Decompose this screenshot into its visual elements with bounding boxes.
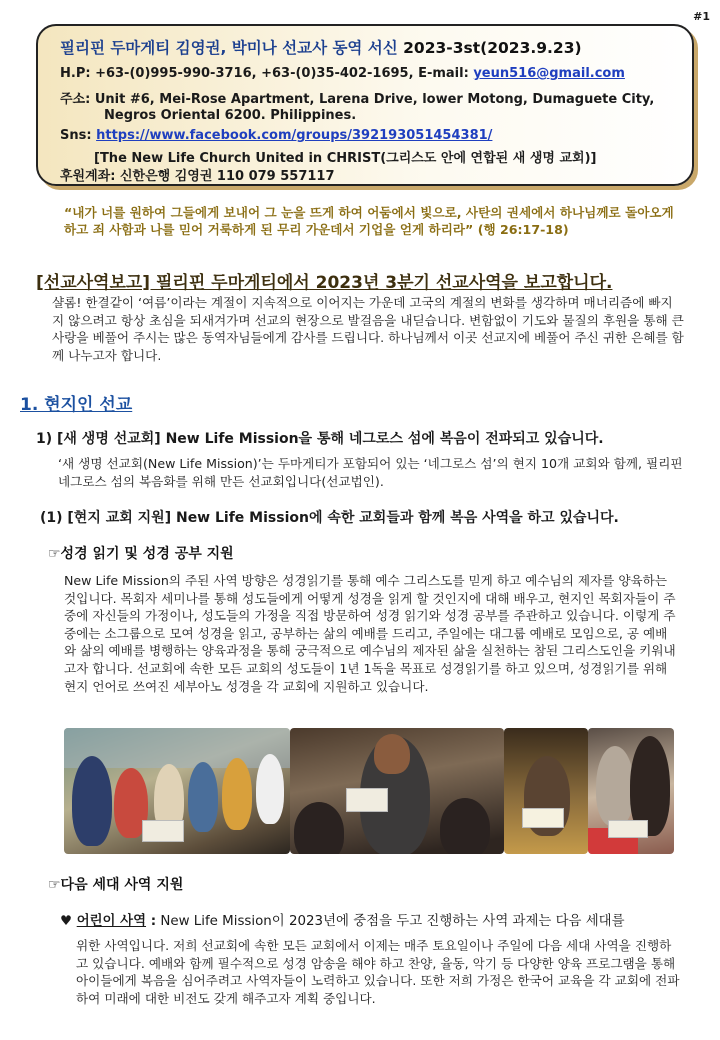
title-text: 필리핀 두마게티 김영권, 박미나 선교사 동역 서신 [60,39,398,57]
next-generation-heading: ☞다음 세대 사역 지원 [48,877,184,893]
email-link[interactable]: yeun516@gmail.com [473,66,625,81]
children-ministry-lead: New Life Mission이 2023년에 중점을 두고 진행하는 사역 과제는 다음 세대를 [156,914,625,929]
intro-paragraph: 샬롬! 한결같이 ‘여름’이라는 계절이 지속적으로 이어지는 가운데 고국의 계절의 변화를 생각하며 매너리즘에 빠지지 않으려고 항상 초심을 되새겨가며 선교의 현장으로 발걸음을 내딛습니다. 변함없이 기도와 물질의 후원을 통해 큰 사랑을 베풀어 주시는 많은 동역자님들에게 감사를 드립니다. 하나님께서 이곳 선교지에 베풀어 주신 귀한 은혜를 함께 나누고자 합니다. [52,295,684,363]
page-number: #1 [693,10,710,23]
report-title: [선교사역보고] 필리핀 두마게티에서 2023년 3분기 선교사역을 보고합니다. [36,273,613,293]
address-label: 주소: [60,92,91,107]
subsection-church-support: (1) [현지 교회 지원] New Life Mission에 속한 교회들과 함께 복음 사역을 하고 있습니다. [40,510,619,526]
facebook-link[interactable]: https://www.facebook.com/groups/392193051454381/ [96,128,493,143]
mission-description: ‘새 생명 선교회(New Life Mission)’는 두마게티가 포함되어 있는 ‘네그로스 섬’의 현지 10개 교회와 함께, 필리핀 네그로스 섬의 복음화를 위해 만든 선교회입니다(선교법인). [58,456,683,489]
heart-icon: ♥ [60,914,73,929]
scripture-quote: “내가 너를 원하여 그들에게 보내어 그 눈을 뜨게 하여 어둠에서 빛으로, 사탄의 권세에서 하나님께로 돌아오게 하고 죄 사함과 나를 믿어 거룩하게 된 무리 가운데서 기업을 얻게 하리라” (행 26:17-18) [64,205,674,237]
children-ministry-label: 어린이 사역 [76,914,147,929]
children-ministry-line [60,910,625,929]
photo-children-reading [64,728,290,854]
section-heading-local-mission: 1. 현지인 선교 [20,395,133,415]
letter-title [60,36,582,58]
photo-night-reading [504,728,588,854]
phone-label: H.P: [60,66,91,81]
children-ministry-paragraph: 위한 사역입니다. 저희 선교회에 속한 모든 교회에서 이제는 매주 토요일이나 주일에 다음 세대 사역을 진행하고 있습니다. 예배와 함께 필수적으로 성경 암송을 해야 하고 찬양, 율동, 악기 등 다양한 양육 프로그램을 통해 아이들에게 복음을 심어주려고 사역자들이 노력하고 있습니다. 또한 저희 가정은 한국어 교육을 각 교회에 전파하여 미래에 대한 비전도 갖게 해주고자 계획 중입니다. [76,938,680,1006]
bible-reading-paragraph: New Life Mission의 주된 사역 방향은 성경읽기를 통해 예수 그리스도를 믿게 하고 예수님의 제자를 양육하는 것입니다. 목회자 세미나를 통해 성도들에게 어떻게 성경을 읽게 할 것인지에 대해 배우고, 현지인 목회자들이 주중에 자신들의 가정이나, 성도들의 가정을 직접 방문하여 성경 읽기와 성경 공부를 주관하고 있습니다. 이렇게 주중에는 소그룹으로 모여 성경을 읽고, 공부하는 삶의 예배를 드리고, 주일에는 대그룹 예배로 모임으로, 공 예배와 삶의 예배를 병행하는 양육과정을 통해 궁극적으로 예수님의 제자된 삶을 실천하는 참된 그리스도인을 키워내고자 합니다. 선교회에 속한 모든 교회의 성도들이 1년 1독을 목표로 성경읽기를 하고 있으며, 성경읽기를 위해 현지 언어로 쓰여진 세부아노 성경을 각 교회에 지원하고 있습니다. [64,573,676,694]
sns-line [60,128,492,143]
photo-woman-bible-study [290,728,504,854]
address-text-1: Unit #6, Mei-Rose Apartment, Larena Drive, lower Motong, Dumaguete City, [94,92,655,107]
phone-numbers: +63-(0)995-990-3716, +63-(0)35-402-1695, E-mail: [95,66,469,81]
bible-reading-heading: ☞성경 읽기 및 성경 공부 지원 [48,546,234,562]
letter-header [36,24,694,186]
label-colon: : [146,914,157,929]
contact-line [60,66,625,81]
donation-account: 후원계좌: 신한은행 김영권 110 079 557117 [60,169,335,184]
sns-label: Sns: [60,128,92,143]
issue-number: 2023-3st(2023.9.23) [403,39,582,57]
address-line-2: Negros Oriental 6200. Philippines. [104,108,357,123]
address-line [60,88,654,107]
photo-elder-and-girl [588,728,674,854]
subsection-new-life-mission: 1) [새 생명 선교회] New Life Mission을 통해 네그로스 섬에 복음이 전파되고 있습니다. [36,431,604,447]
church-name: [The New Life Church United in CHRIST(그리스도 안에 연합된 새 생명 교회)] [94,151,597,166]
